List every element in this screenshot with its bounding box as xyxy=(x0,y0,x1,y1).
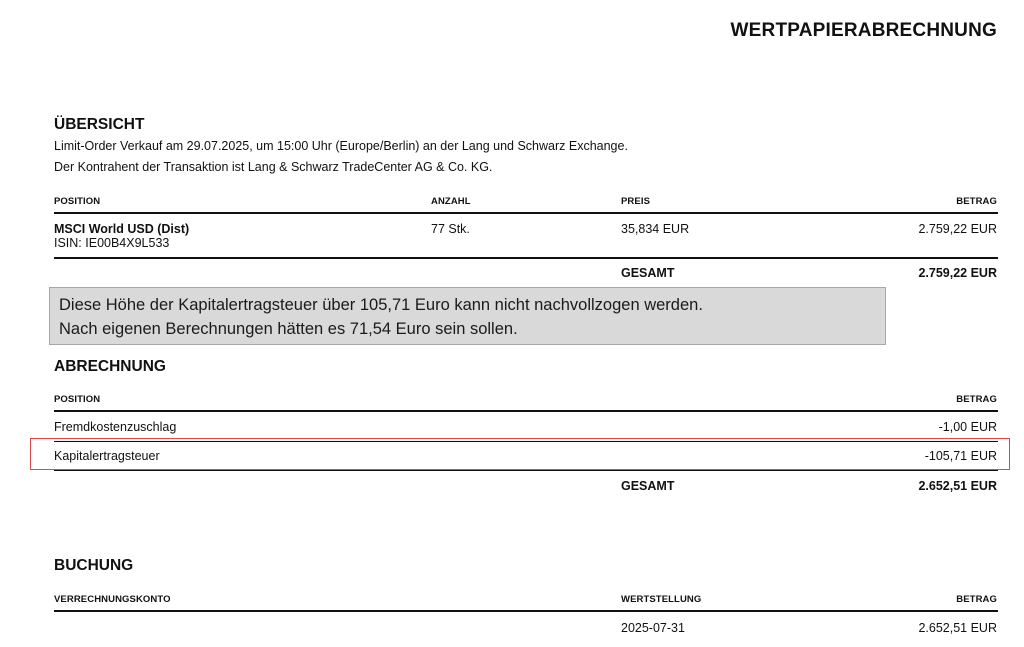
uebersicht-line-1: Limit-Order Verkauf am 29.07.2025, um 15:00 Uhr (Europe/Berlin) an der Lang und Schwarz Exchange. xyxy=(54,139,628,153)
highlight-kapitalertragsteuer xyxy=(30,438,1010,470)
uebersicht-line-2: Der Kontrahent der Transaktion ist Lang & Schwarz TradeCenter AG & Co. KG. xyxy=(54,160,493,174)
buchung-col-header-wertstellung: WERTSTELLUNG xyxy=(621,594,702,605)
position-isin: ISIN: IE00B4X9L533 xyxy=(54,236,170,250)
uebersicht-heading: ÜBERSICHT xyxy=(54,116,145,133)
annotation-note-line-2: Nach eigenen Berechnungen hätten es 71,54 Euro sein sollen. xyxy=(59,320,518,338)
abrechnung-row-value: -1,00 EUR xyxy=(938,420,997,434)
buchung-wertstellung: 2025-07-31 xyxy=(621,621,685,635)
abrechnung-row-label: Fremdkostenzuschlag xyxy=(54,420,177,434)
uebersicht-total-rule xyxy=(54,257,998,259)
position-name: MSCI World USD (Dist) xyxy=(54,222,190,236)
position-preis: 35,834 EUR xyxy=(621,222,690,236)
uebersicht-total-label: GESAMT xyxy=(621,266,675,280)
abrechnung-total-value: 2.652,51 EUR xyxy=(918,479,997,493)
buchung-betrag: 2.652,51 EUR xyxy=(918,621,997,635)
annotation-note xyxy=(49,287,886,345)
abrechnung-header-rule xyxy=(54,410,998,412)
annotation-note-line-1: Diese Höhe der Kapitalertragsteuer über 105,71 Euro kann nicht nachvollzogen werden. xyxy=(59,296,703,314)
position-anzahl: 77 Stk. xyxy=(431,222,470,236)
col-header-anzahl: ANZAHL xyxy=(431,196,471,207)
abrechnung-total-label: GESAMT xyxy=(621,479,675,493)
document-title: WERTPAPIERABRECHNUNG xyxy=(730,20,997,41)
abrechnung-col-header-betrag: BETRAG xyxy=(956,394,997,405)
col-header-position: POSITION xyxy=(54,196,101,207)
buchung-heading: BUCHUNG xyxy=(54,557,134,574)
buchung-header-rule xyxy=(54,610,998,612)
col-header-betrag: BETRAG xyxy=(956,196,997,207)
abrechnung-row-label: Kapitalertragsteuer xyxy=(54,449,160,463)
buchung-col-header-betrag: BETRAG xyxy=(956,594,997,605)
uebersicht-header-rule xyxy=(54,212,998,214)
abrechnung-row-value: -105,71 EUR xyxy=(924,449,997,463)
abrechnung-heading: ABRECHNUNG xyxy=(54,358,166,375)
col-header-preis: PREIS xyxy=(621,196,651,207)
uebersicht-total-value: 2.759,22 EUR xyxy=(918,266,997,280)
abrechnung-col-header-position: POSITION xyxy=(54,394,101,405)
buchung-col-header-konto: VERRECHNUNGSKONTO xyxy=(54,594,171,605)
position-betrag: 2.759,22 EUR xyxy=(918,222,997,236)
